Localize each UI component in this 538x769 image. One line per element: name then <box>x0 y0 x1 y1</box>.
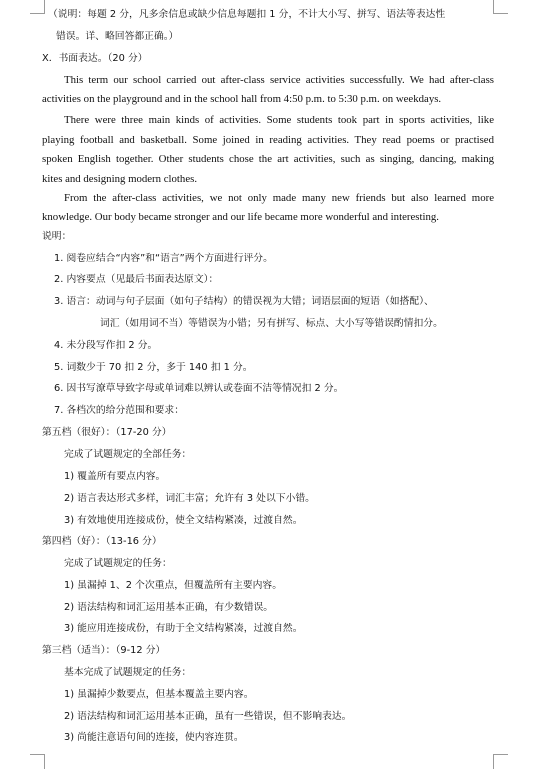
essay-line: kites and designing modern clothes. <box>42 173 198 185</box>
crop-mark-top-left <box>30 0 45 14</box>
band-title: 第三档（适当）：（9-12 分） <box>42 645 166 656</box>
note-line: 错误。详、略回答都正确。） <box>56 31 179 42</box>
band-title: 第四档（好）：（13-16 分） <box>42 536 162 547</box>
essay-line: This term our school carried out after-class service activities successfully. We had after-class <box>64 74 494 86</box>
band-item: 2) 语法结构和词汇运用基本正确，有少数错误。 <box>64 602 274 613</box>
essay-line: playing football and basketball. Some joined in reading activities. They read poems or practised <box>42 134 494 146</box>
note-line: （说明：每题 2 分，凡多余信息或缺少信息每题扣 1 分，不计大小写、拼写、语法等表达性 <box>48 9 446 20</box>
rule-item: 词汇（如用词不当）等错误为小错；另有拼写、标点、大小写等错误酌情扣分。 <box>100 318 443 329</box>
crop-mark-bottom-right <box>493 754 508 769</box>
section-title: X．书面表达。（20 分） <box>42 53 148 64</box>
band-item: 3) 有效地使用连接成份，使全文结构紧凑，过渡自然。 <box>64 515 303 526</box>
rule-item: 4. 未分段写作扣 2 分。 <box>54 340 158 351</box>
band-item: 3) 能应用连接成份，有助于全文结构紧凑，过渡自然。 <box>64 623 303 634</box>
band-item: 2) 语法结构和词汇运用基本正确，虽有一些错误，但不影响表达。 <box>64 711 352 722</box>
essay-line: From the after-class activities, we not only made many new friends but also learned more <box>64 192 494 204</box>
essay-line: activities on the playground and in the school hall from 4:50 p.m. to 5:30 p.m. on weekdays. <box>42 93 442 105</box>
rule-item: 7. 各档次的给分范围和要求： <box>54 405 185 416</box>
band-requirement: 完成了试题规定的全部任务： <box>64 449 192 460</box>
notes-heading: 说明： <box>42 231 72 242</box>
band-item: 1) 覆盖所有要点内容。 <box>64 471 166 482</box>
band-item: 2) 语言表达形式多样，词汇丰富；允许有 3 处以下小错。 <box>64 493 315 504</box>
essay-line: spoken English together. Other students chose the art activities, such as singing, dancing, making <box>42 153 494 165</box>
rule-item: 1. 阅卷应结合“内容”和“语言”两个方面进行评分。 <box>54 253 273 264</box>
band-requirement: 完成了试题规定的任务： <box>64 558 172 569</box>
crop-mark-top-right <box>493 0 508 14</box>
band-item: 3) 尚能注意语句间的连接，使内容连贯。 <box>64 732 244 743</box>
band-item: 1) 虽漏掉少数要点，但基本覆盖主要内容。 <box>64 689 254 700</box>
band-requirement: 基本完成了试题规定的任务： <box>64 667 192 678</box>
crop-mark-bottom-left <box>30 754 45 769</box>
essay-line: There were three main kinds of activities. Some students took part in sports activities, like <box>64 114 494 126</box>
band-title: 第五档（很好）：（17-20 分） <box>42 427 172 438</box>
rule-item: 2. 内容要点（见最后书面表达原文）： <box>54 274 219 285</box>
rule-item: 3. 语言：动词与句子层面（如句子结构）的错误视为大错；词语层面的短语（如搭配）、 <box>54 296 434 307</box>
rule-item: 6. 因书写潦草导致字母或单词难以辨认或卷面不洁等情况扣 2 分。 <box>54 383 344 394</box>
essay-line: knowledge. Our body became stronger and our life became more wonderful and interesting. <box>42 211 439 223</box>
band-item: 1) 虽漏掉 1、2 个次重点，但覆盖所有主要内容。 <box>64 580 283 591</box>
rule-item: 5. 词数少于 70 扣 2 分，多于 140 扣 1 分。 <box>54 362 253 373</box>
